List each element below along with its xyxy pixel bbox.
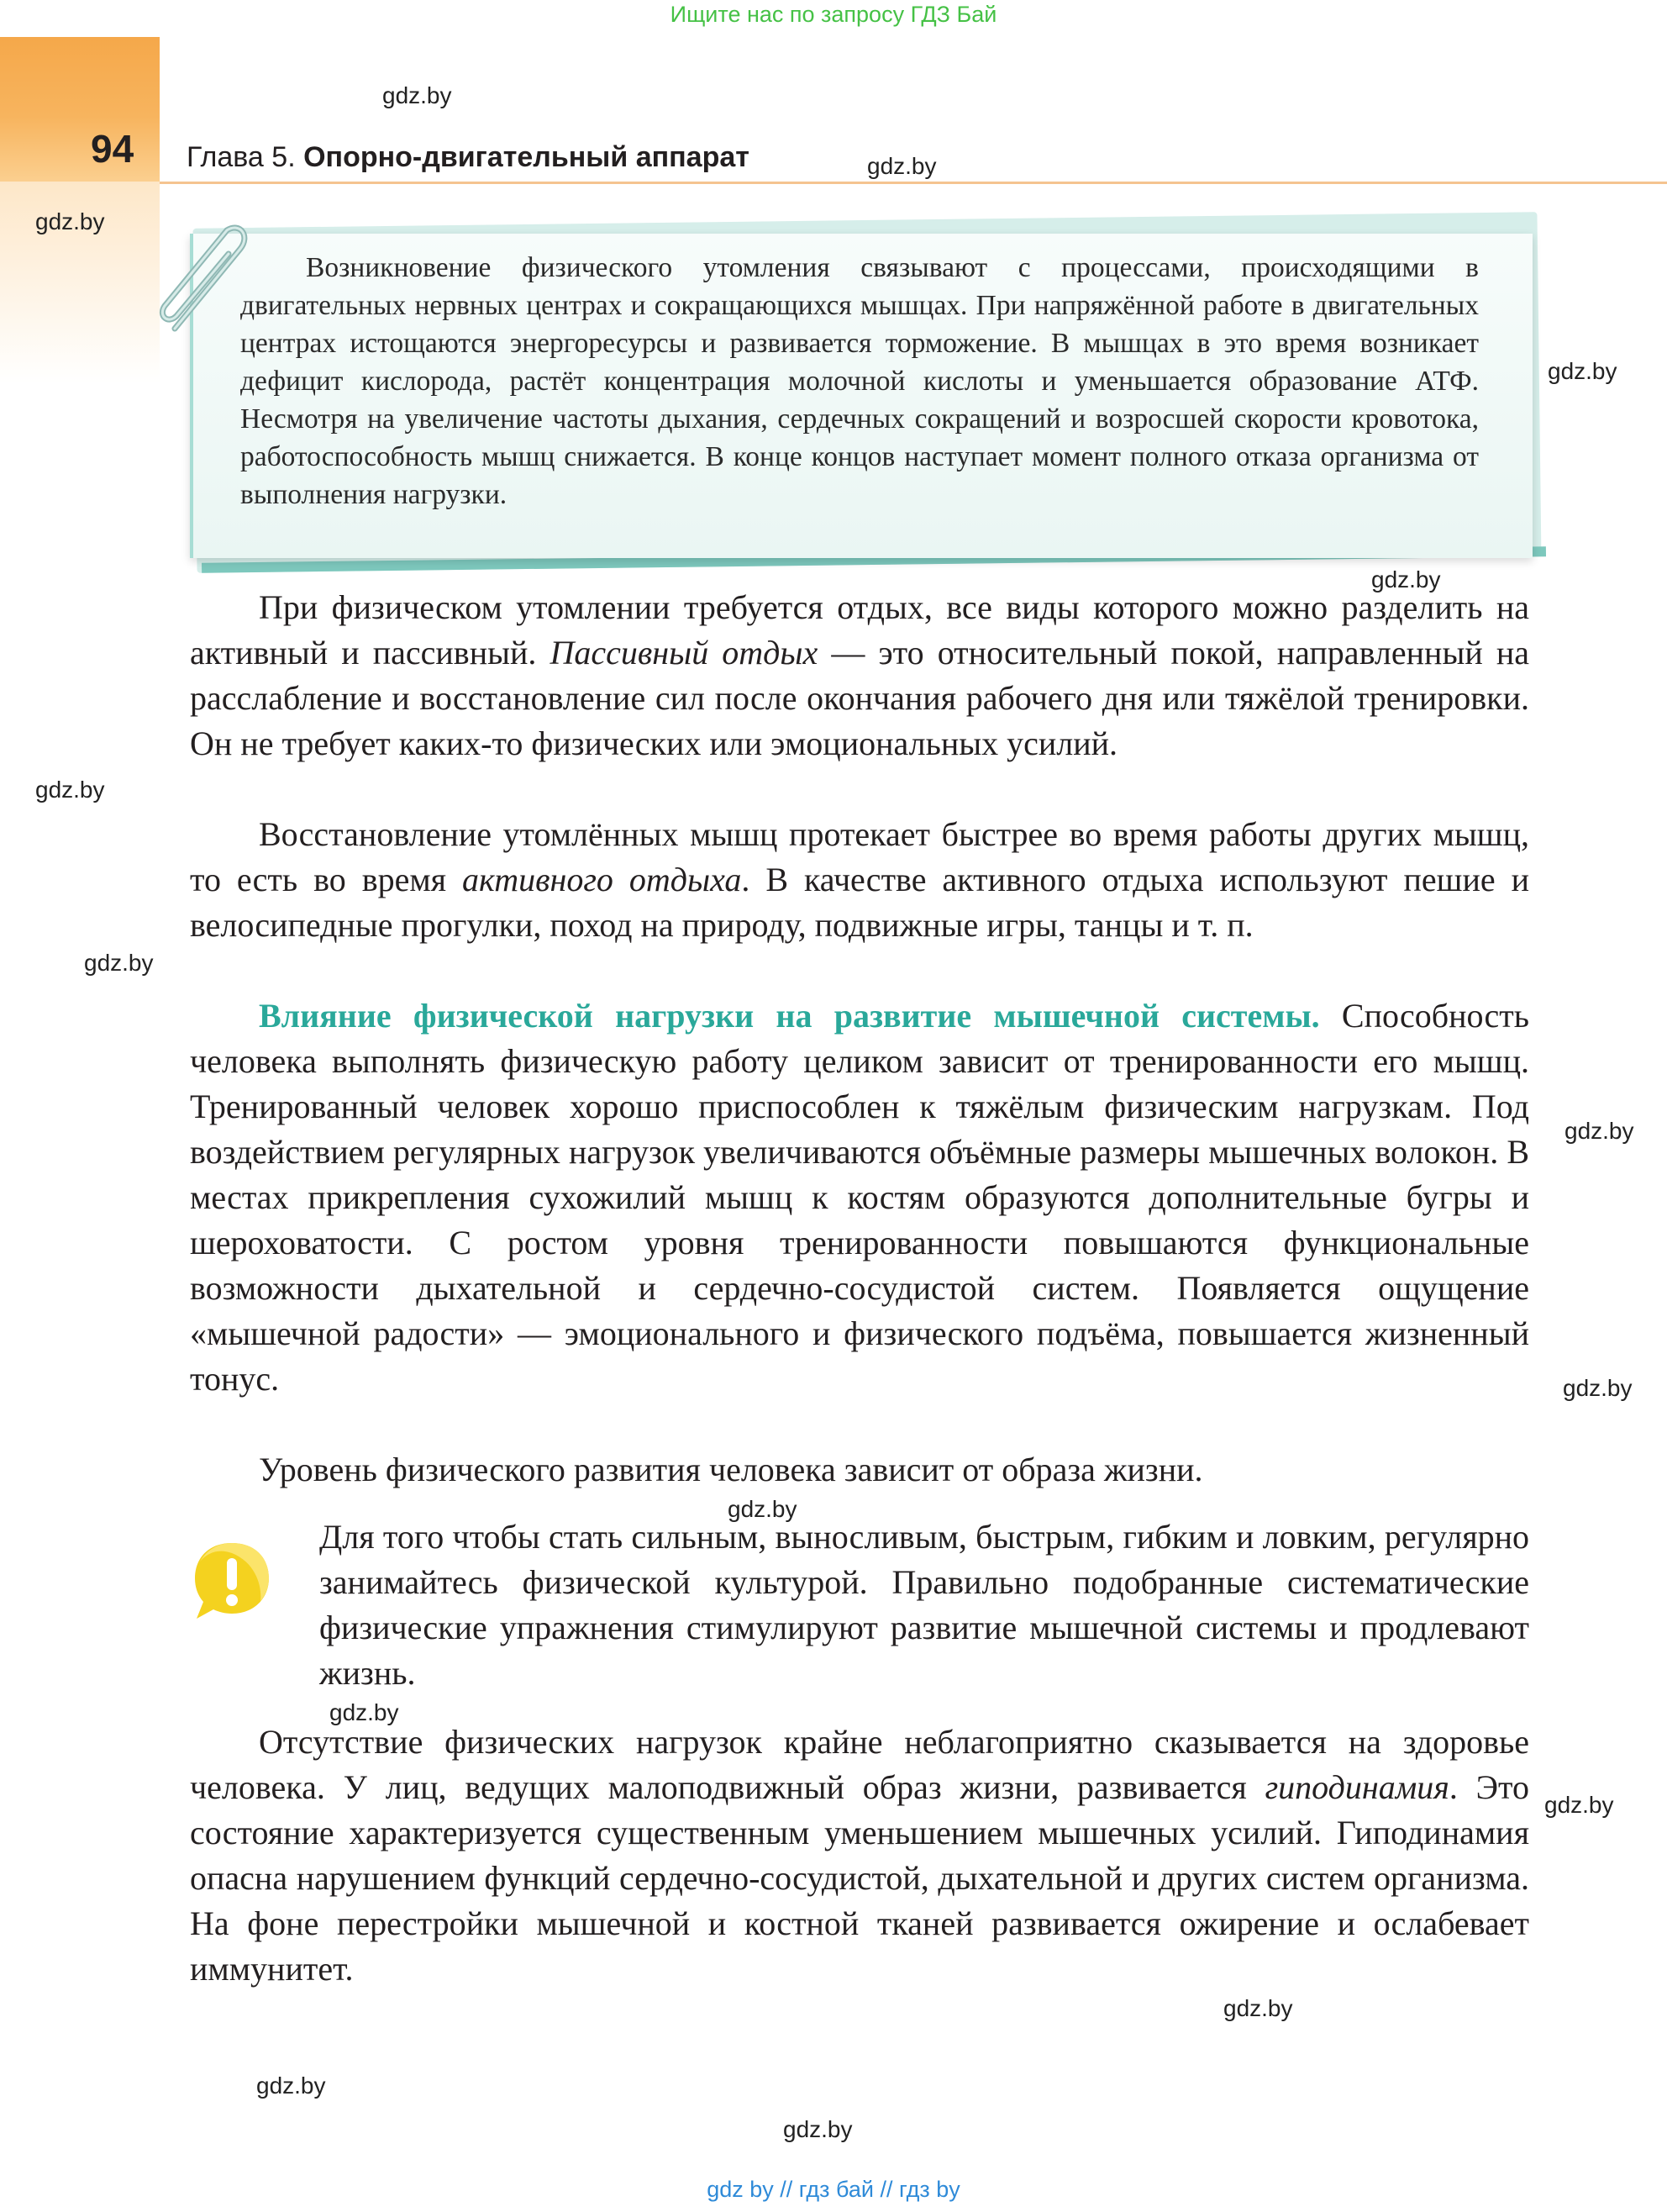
note-text: Для того чтобы стать сильным, выносливым, быстрым, гибким и ловким, регулярно занимайтесь физической культурой. Правильно подобранные систематические физические упражнения стимулируют развитие мышечной системы и продлевают жизнь. (319, 1518, 1529, 1692)
watermark: gdz.by (783, 2116, 853, 2142)
p1-text-a: При физическом утомлении требуется отдых, все виды которого можно разделить на активный и пассивный. (190, 588, 1529, 672)
card-text (240, 249, 1479, 514)
chapter-prefix: Глава 5. (187, 141, 296, 173)
watermark: gdz.by (867, 153, 937, 179)
watermark: gdz.by (1564, 1118, 1634, 1144)
header-divider (160, 182, 1667, 184)
term-passive-rest: Пассивный отдых (550, 634, 818, 672)
top-banner[interactable]: Ищите нас по запросу ГДЗ Бай (670, 2, 997, 27)
p5-text-a: Отсутствие физических нагрузок крайне неблагоприятно сказывается на здоровье человека. У лиц, ведущих малоподвижный образ жизни, развивается (190, 1723, 1529, 1806)
chapter-header (187, 141, 749, 174)
watermark: gdz.by (84, 950, 154, 976)
p5-text-b: . Это состояние характеризуется существенным уменьшением мышечных усилий. Гиподинамия опасна нарушением функций сердечно-сосудистой, дыхательной и других систем организма. На фоне перестройки мышечной и костной тканей развивается ожирение и ослабевает иммунитет. (190, 1768, 1530, 1988)
watermark: gdz.by (1548, 358, 1617, 384)
chapter-title: Опорно-двигательный аппарат (303, 141, 749, 173)
watermark: gdz.by (728, 1496, 797, 1522)
watermark: gdz.by (382, 82, 452, 108)
p2-text-a: Восстановление утомлённых мышц протекает быстрее во время работы других мышц, то есть во время (190, 815, 1529, 898)
watermark: gdz.by (35, 208, 105, 234)
page-corner-tab (0, 37, 160, 182)
p4-text: Уровень физического развития человека зависит от образа жизни. (259, 1451, 1203, 1488)
watermark: gdz.by (1544, 1792, 1614, 1818)
p1-text-b: — это относительный покой, направленный на расслабление и восстановление сил после окончания рабочего дня или тяжёлой тренировки. Он не требует каких-то физических или эмоциональных усилий. (190, 634, 1529, 762)
paragraph-muscle-development (190, 993, 1529, 1402)
paragraph-lifestyle (190, 1447, 1529, 1493)
paragraph-active-rest (190, 812, 1529, 948)
watermark: gdz.by (35, 777, 105, 803)
card-body: Возникновение физического утомления связывают с процессами, происходящими в двигательных нервных центрах и сокращающихся мышцах. При напряжённой работе в двигательных центрах истощаются энергоресурсы и развивается торможение. В мышцах в это время возникает дефицит кислорода, растёт концентрация молочной кислоты и уменьшается образование АТФ. Несмотря на увеличение частоты дыхания, сердечных сокращений и возросшей скорости кровотока, работоспособность мышц снижается. В конце концов наступает момент полного отказа организма от выполнения нагрузки. (240, 252, 1479, 510)
p3-text: Способность человека выполнять физическую работу целиком зависит от тренированности его мышц. Тренированный человек хорошо приспособлен к тяжёлым физическим нагрузкам. Под воздействием регулярных нагрузок увеличиваются объёмные размеры мышечных волокон. В местах прикрепления сухожилий мышц к костям образуются дополнительные бугры и шероховатости. С ростом уровня тренированности повышаются функциональные возможности дыхательной и сердечно-сосудистой систем. Появляется ощущение «мышечной радости» — эмоционального и физического подъёма, повышается жизненный тонус. (190, 997, 1529, 1398)
watermark: gdz.by (1563, 1375, 1633, 1401)
watermark: gdz.by (1223, 1995, 1293, 2021)
watermark: gdz.by (256, 2072, 326, 2099)
p2-text-b: . В качестве активного отдыха используют пешие и велосипедные прогулки, поход на природу, подвижные игры, танцы и т. п. (190, 861, 1529, 944)
paragraph-passive-rest (190, 585, 1529, 766)
page-number: 94 (91, 127, 134, 171)
watermark: gdz.by (1371, 566, 1441, 592)
paragraph-hypodynamia (190, 1720, 1529, 1992)
exclamation-icon (190, 1538, 274, 1622)
section-heading: Влияние физической нагрузки на развитие мышечной системы. (259, 997, 1320, 1035)
term-active-rest: активного отдыха (462, 861, 742, 898)
footer-links[interactable]: gdz by // гдз бай // гдз by (707, 2177, 960, 2202)
term-hypodynamia: гиподинамия (1265, 1768, 1449, 1806)
watermark: gdz.by (329, 1699, 399, 1725)
